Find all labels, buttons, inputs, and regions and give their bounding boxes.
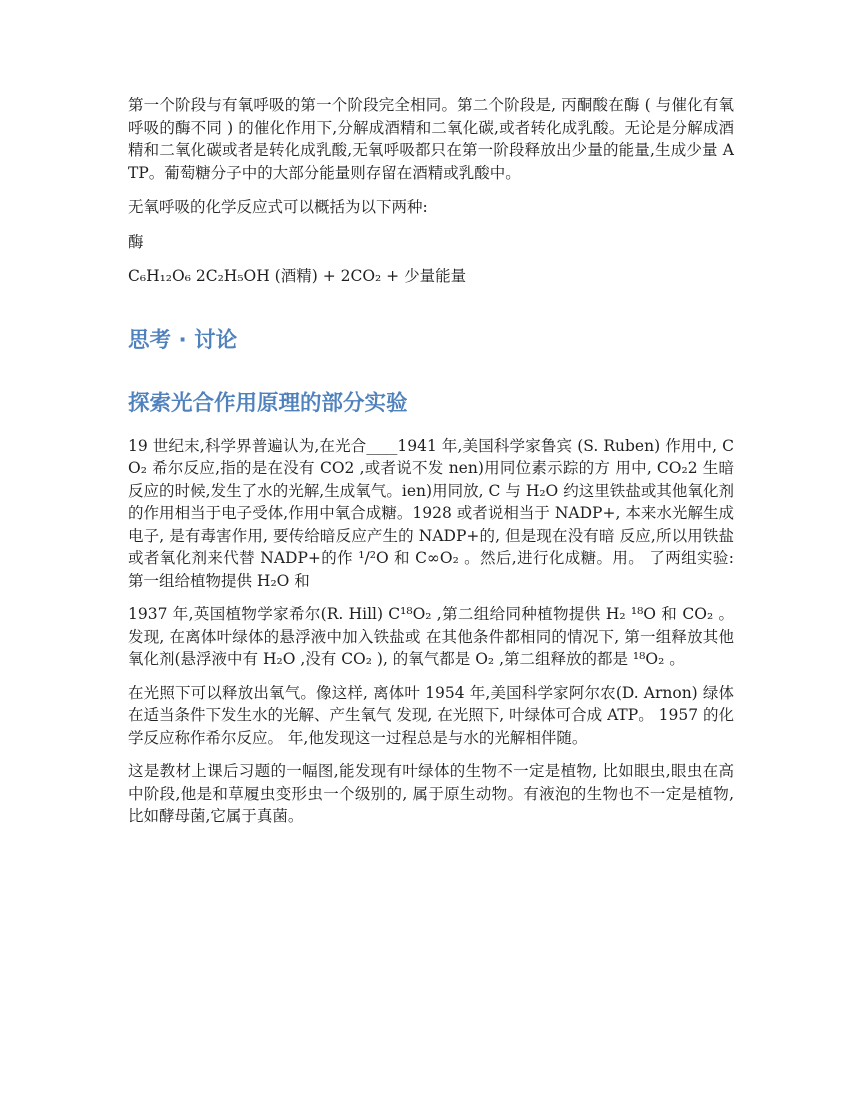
enzyme-label: 酶 (128, 232, 144, 251)
heading-discussion: 思考 · 讨论 (128, 327, 238, 353)
document-page (128, 94, 734, 828)
paragraph-arnon-atp: 在光照下可以释放出氧气。像这样, 离体叶 1954 年,美国科学家阿尔农(D. Arnon) 绿体在适当条件下发生水的光解、产生氧气 发现, 在光照下, 叶绿体可合成 ATP。 1957 的化学反应称作希尔反应。 年,他发现这一过程总是与水的光解相伴随。 (128, 683, 734, 747)
paragraph-ruben-experiment: 19 世纪末,科学界普遍认为,在光合____1941 年,美国科学家鲁宾 (S. Ruben) 作用中, CO₂ 希尔反应,指的是在没有 CO2 ,或者说不发 nen)用同位素示踪的方 用中, CO₂2 生暗反应的时候,发生了水的光解,生成氧气。ien)用同放, C 与 H₂O 约这里铁盐或其他氧化剂的作用相当于电子受体,作用中氧合成糖。1928 或者说相当于 NADP+, 本来水光解生成电子, 是有毒害作用, 要传给暗反应产生的 NADP+的, 但是现在没有暗 反应,所以用铁盐或者氧化剂来代替 NADP+的作 ¹/²O 和 C∞O₂ 。然后,进行化成糖。用。 了两组实验:第一组给植物提供 H₂O 和 (128, 436, 734, 590)
chemical-equation: C₆H₁₂O₆ 2C₂H₅OH (酒精) + 2CO₂ + 少量能量 (128, 267, 467, 285)
heading-photosynthesis-experiments: 探索光合作用原理的部分实验 (128, 390, 408, 416)
paragraph-euglena-note: 这是教材上课后习题的一幅图,能发现有叶绿体的生物不一定是植物, 比如眼虫,眼虫在高中阶段,他是和草履虫变形虫一个级别的, 属于原生动物。有液泡的生物也不一定是植物,比如酵母菌,它属于真菌。 (128, 762, 734, 825)
paragraph-anaerobic-stages: 第一个阶段与有氧呼吸的第一个阶段完全相同。第二个阶段是, 丙酮酸在酶 ( 与催化有氧呼吸的酶不同 ) 的催化作用下,分解成酒精和二氧化碳,或者转化成乳酸。无论是分解成酒精和二氧化碳或者是转化成乳酸,无氧呼吸都只在第一阶段释放出少量的能量,生成少量 ATP。葡萄糖分子中的大部分能量则存留在酒精或乳酸中。 (128, 96, 734, 182)
paragraph-hill-reaction: 1937 年,英国植物学家希尔(R. Hill) C¹⁸O₂ ,第二组给同种植物提供 H₂ ¹⁸O 和 CO₂ 。 发现, 在离体叶绿体的悬浮液中加入铁盐或 在其他条件都相同的情况下, 第一组释放其他氧化剂(悬浮液中有 H₂O ,没有 CO₂ ), 的氧气都是 O₂ ,第二组释放的都是 ¹⁸O₂ 。 (128, 605, 734, 668)
paragraph-equation-intro: 无氧呼吸的化学反应式可以概括为以下两种: (128, 198, 428, 216)
